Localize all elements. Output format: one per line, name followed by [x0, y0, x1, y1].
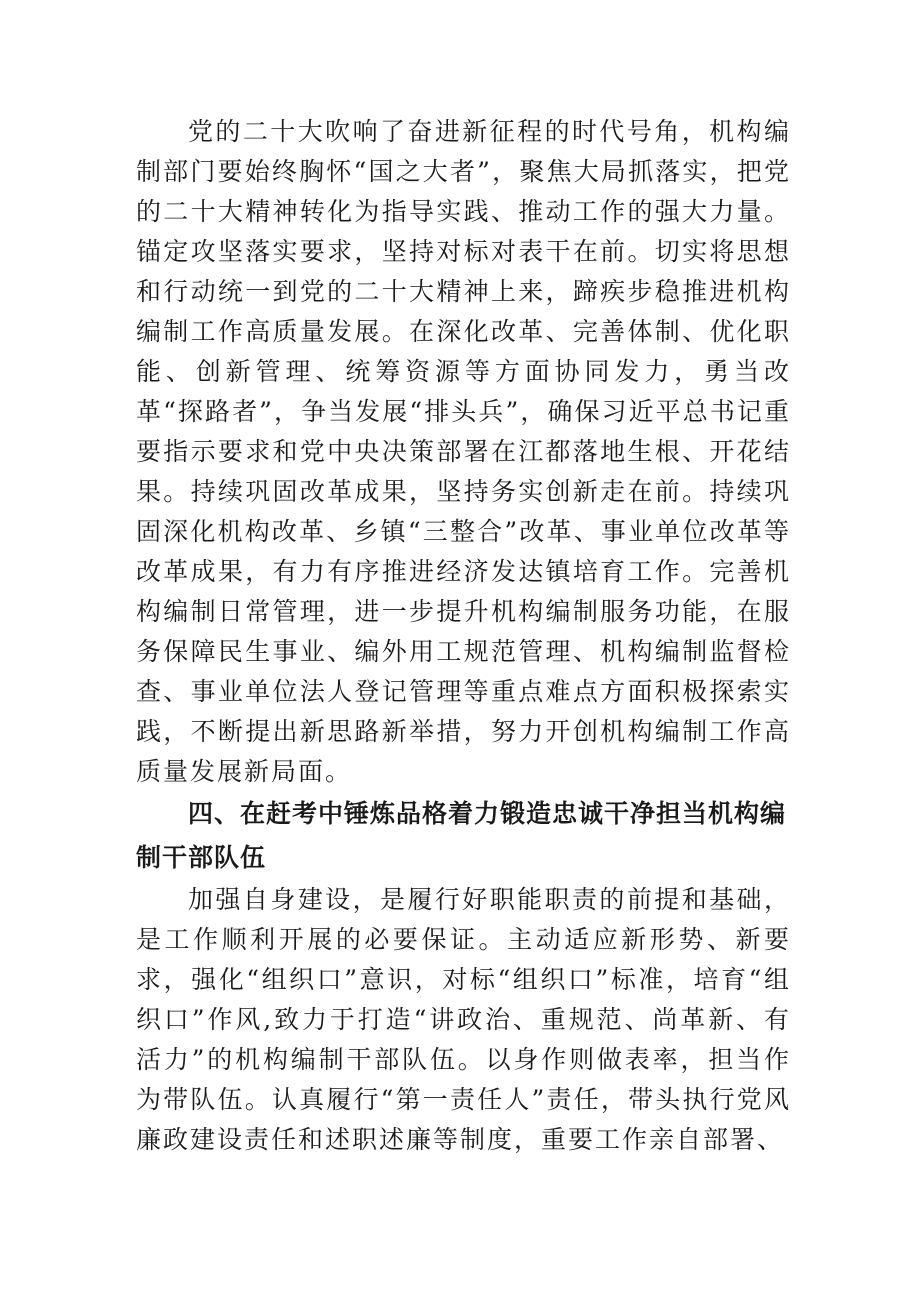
- document-body: [136, 112, 791, 1160]
- section-heading-four: 四、在赶考中锤炼品格着力锻造忠诚干净担当机构编制干部队伍: [136, 799, 787, 872]
- paragraph-party-congress: 党的二十大吹响了奋进新征程的时代号角，机构编制部门要始终胸怀“国之大者”，聚焦大局抓落实，把党的二十大精神转化为指导实践、推动工作的强大力量。锚定攻坚落实要求，坚持对标对表干在前。切实将思想和行动统一到党的二十大精神上来，蹄疾步稳推进机构编制工作高质量发展。在深化改革、完善体制、优化职能、创新管理、统筹资源等方面协同发力，勇当改革“探路者”，争当发展“排头兵”，确保习近平总书记重要指示要求和党中央决策部署在江都落地生根、开花结果。持续巩固改革成果，坚持务实创新走在前。持续巩固深化机构改革、乡镇“三整合”改革、事业单位改革等改革成果，有力有序推进经济发达镇培育工作。完善机构编制日常管理，进一步提升机构编制服务功能，在服务保障民生事业、编外用工规范管理、机构编制监督检查、事业单位法人登记管理等重点难点方面积极探索实践，不断提出新思路新举措，努力开创机构编制工作高质量发展新局面。: [136, 117, 791, 786]
- paragraph-self-building: 加强自身建设，是履行好职能职责的前提和基础，是工作顺利开展的必要保证。主动适应新形势、新要求，强化“组织口”意识，对标“组织口”标准，培育“组织口”作风,致力于打造“讲政治、重规范、尚革新、有活力”的机构编制干部队伍。以身作则做表率，担当作为带队伍。认真履行“第一责任人”责任，带头执行党风廉政建设责任和述职述廉等制度，重要工作亲自部署、: [136, 885, 791, 1154]
